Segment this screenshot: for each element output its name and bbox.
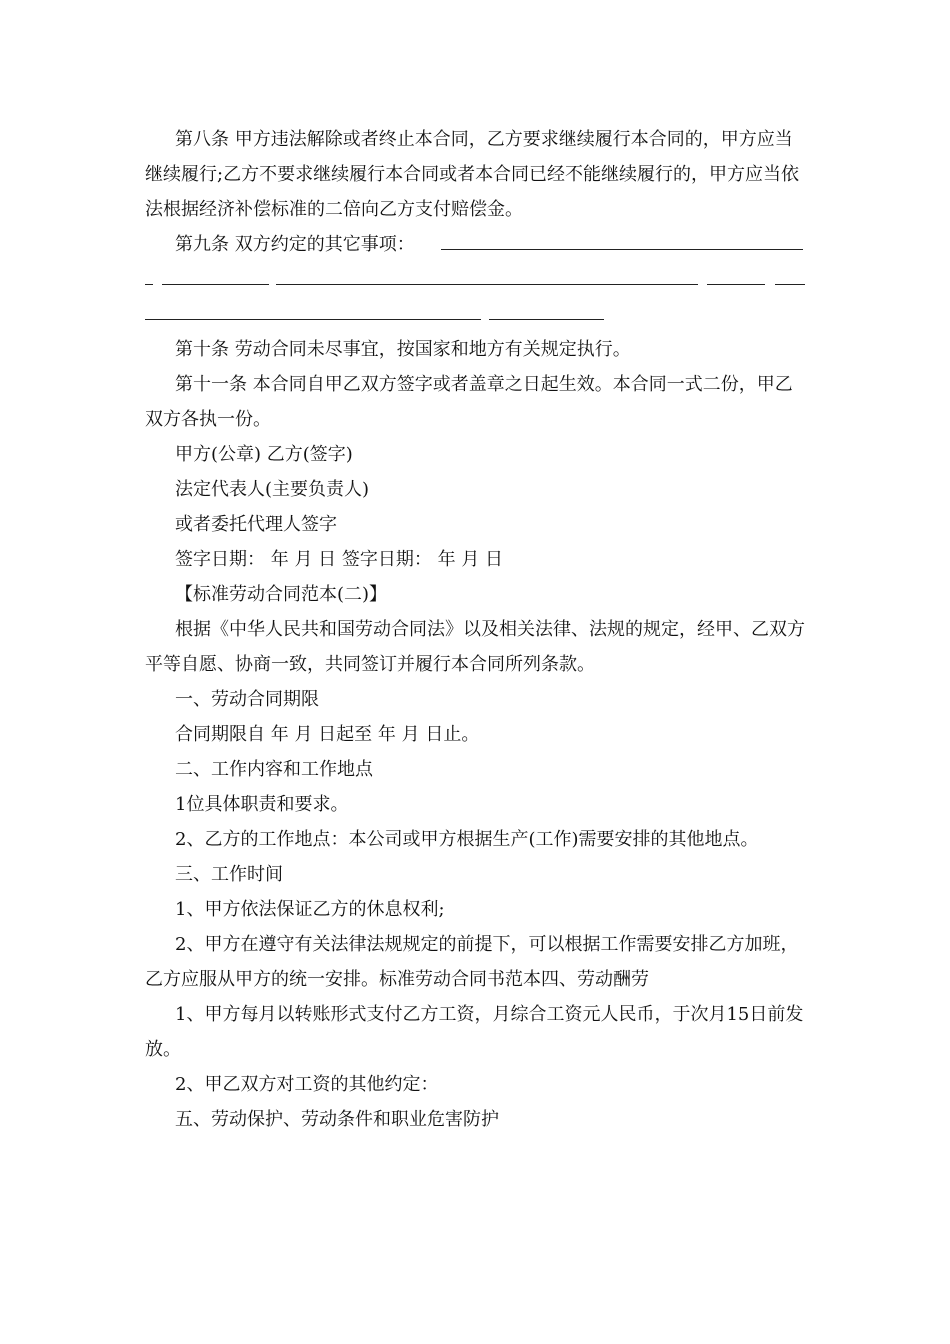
article-11: 第十一条 本合同自甲乙双方签字或者盖章之日起生效。本合同一式二份，甲乙双方各执一份。: [145, 374, 793, 430]
blank-line-2: [145, 297, 810, 332]
contract-term: 合同期限自 年 月 日起至 年 月 日止。: [175, 724, 480, 745]
article-9-line: [145, 227, 810, 262]
article-9-label: 第九条 双方约定的其它事项：: [175, 234, 415, 255]
work-duty: 1位具体职责和要求。: [175, 794, 349, 815]
fill-in-blank: [489, 319, 604, 320]
article-8: 第八条 甲方违法解除或者终止本合同，乙方要求继续履行本合同的，甲方应当继续履行;乙方不要求继续履行本合同或者本合同已经不能继续履行的，甲方应当依法根据经济补偿标准的二倍向乙方支付赔偿金。: [145, 129, 800, 220]
heading-work-content: 二、工作内容和工作地点: [175, 759, 373, 780]
rest-rights: 1、甲方依法保证乙方的休息权利;: [175, 899, 445, 920]
wage-clause: 1、甲方每月以转账形式支付乙方工资，月综合工资元人民币，于次月15日前发放。: [145, 1004, 804, 1060]
overtime-clause: 2、甲方在遵守有关法律法规规定的前提下，可以根据工作需要安排乙方加班，乙方应服从甲方的统一安排。标准劳动合同书范本四、劳动酬劳: [145, 934, 799, 990]
heading-work-time: 三、工作时间: [175, 864, 283, 885]
work-location: 2、乙方的工作地点：本公司或甲方根据生产(工作)需要安排的其他地点。: [175, 829, 759, 850]
fill-in-blank: [707, 284, 765, 285]
signature-dates: 签字日期： 年 月 日 签字日期： 年 月 日: [175, 549, 504, 570]
signature-representative: 法定代表人(主要负责人): [175, 479, 370, 500]
heading-contract-term: 一、劳动合同期限: [175, 689, 319, 710]
article-10: 第十条 劳动合同未尽事宜，按国家和地方有关规定执行。: [175, 339, 631, 360]
fill-in-blank: [775, 284, 805, 285]
section-title: 【标准劳动合同范本(二)】: [175, 584, 388, 605]
document-body: [145, 122, 810, 1137]
heading-labor-protection: 五、劳动保护、劳动条件和职业危害防护: [175, 1109, 499, 1130]
intro-paragraph: 根据《中华人民共和国劳动合同法》以及相关法律、法规的规定，经甲、乙双方平等自愿、协商一致，共同签订并履行本合同所列条款。: [145, 619, 805, 675]
fill-in-blank: [441, 249, 803, 250]
fill-in-blank: [145, 319, 481, 320]
signature-agent: 或者委托代理人签字: [175, 514, 337, 535]
signature-parties: 甲方(公章) 乙方(签字): [175, 444, 353, 465]
fill-in-blank: [145, 284, 153, 285]
fill-in-blank: [162, 284, 269, 285]
fill-in-blank: [276, 284, 698, 285]
blank-line-1: [145, 262, 810, 297]
wage-other: 2、甲乙双方对工资的其他约定：: [175, 1074, 439, 1095]
